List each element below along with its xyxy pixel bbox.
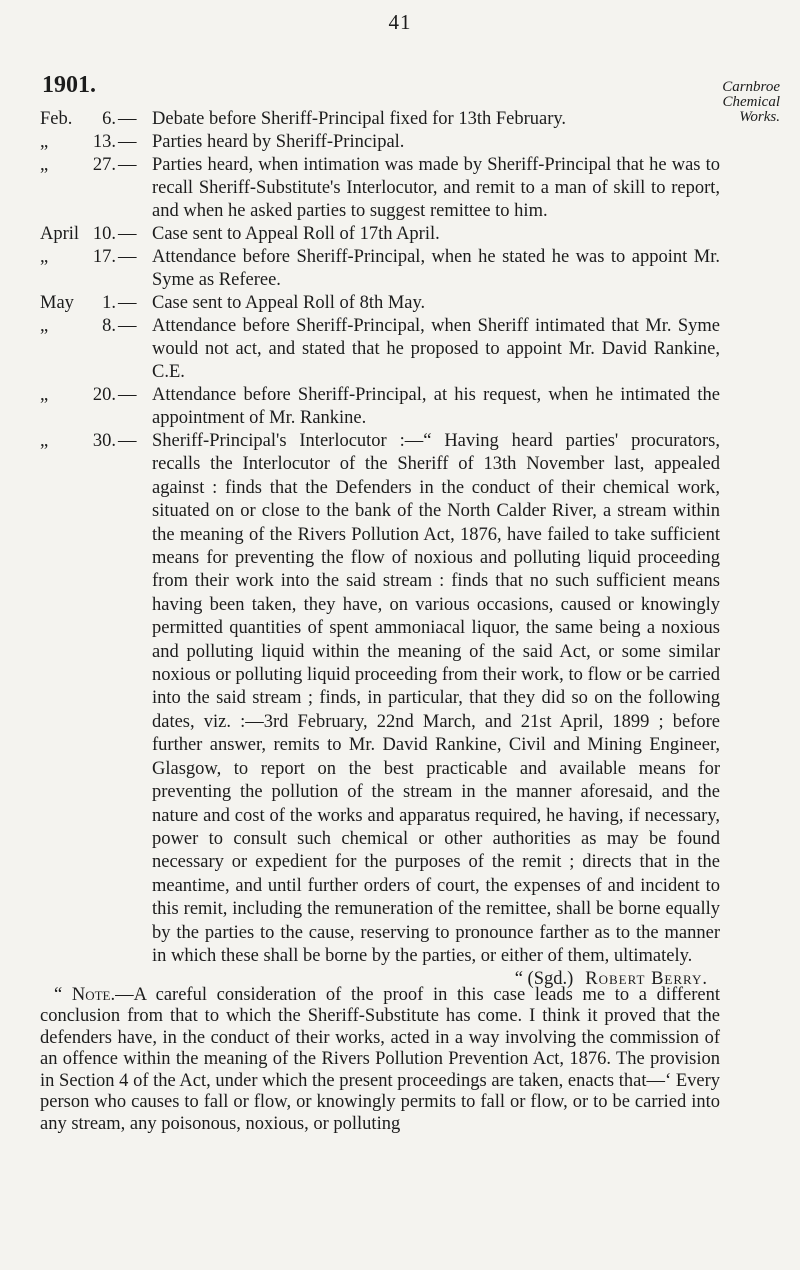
entry: April 10. — Case sent to Appeal Roll of 17th April. [40, 223, 720, 246]
entry-day: 6. [102, 109, 116, 129]
signature-name: Robert Berry. [585, 969, 708, 990]
entry: „ 27. — Parties heard, when intimation was made by Sheriff-Principal that he was to recall Sheriff-Substitute's Interlocutor, and remit to a man of skill to report, and when he asked parties to suggest remittee to him. [40, 155, 720, 221]
page-number: 41 [388, 10, 412, 34]
entry-month: „ [40, 132, 49, 152]
margin-note-line: Carnbroe [722, 79, 780, 95]
entry-text: Debate before Sheriff-Principal fixed for 13th February. [152, 109, 567, 129]
entry-text: Attendance before Sheriff-Principal, when he stated he was to appoint Mr. Syme as Referee. [152, 247, 720, 290]
entry: Feb. 6. — Debate before Sheriff-Principal fixed for 13th February. [40, 108, 720, 131]
entry-day: 1. [102, 293, 116, 313]
entry-text: Attendance before Sheriff-Principal, at his request, when he intimated the appointment of Mr. Rankine. [152, 385, 720, 428]
entry: May 1. — Case sent to Appeal Roll of 8th May. [40, 292, 720, 315]
entry-day: 8. [102, 316, 116, 336]
chronology-entries [40, 108, 720, 991]
entry-day: 30. [92, 431, 116, 451]
entry: „ 17. — Attendance before Sheriff-Principal, when he stated he was to appoint Mr. Syme as Referee. [40, 247, 720, 290]
entry-month: „ [40, 431, 49, 451]
entry-month: May [40, 293, 74, 313]
margin-note-line: Works. [739, 109, 780, 125]
entry-day: 10. [92, 224, 116, 244]
entry: „ 13. — Parties heard by Sheriff-Principal. [40, 131, 720, 154]
entry-text: Case sent to Appeal Roll of 8th May. [152, 293, 426, 313]
entry-text: Parties heard, when intimation was made by Sheriff-Principal that he was to recall Sheriff-Substitute's Interlocutor, and remit to a man of skill to report, and when he asked parties to suggest remittee to him. [152, 155, 720, 221]
entry-text: Attendance before Sheriff-Principal, when Sheriff intimated that Mr. Syme would not act, and stated that he proposed to appoint Mr. David Rankine, C.E. [152, 316, 720, 382]
entry-interlocutor: „ 30. — Sheriff-Principal's Interlocutor :—“ Having heard parties' procurators, recalls the Interlocutor of the Sheriff of 13th November last, appealed against : finds that the Defenders in the conduct of their chemical work, situated on or close to the bank of the North Calder River, a stream within the meaning of the Rivers Pollution Act, 1876, have failed to take sufficient means for preventing the flow of noxious and polluting liquid proceeding from their work into the said stream : finds that no such sufficient means having been taken, they have, on various occasions, caused or knowingly permitted quantities of spent ammoniacal liquor, the same being a noxious and polluting liquid within the meaning of the said Act, or some similar noxious or polluting liquid proceeding from their work, to flow or be carried into the said stream ; finds, in particular, that they did so on the following dates, viz. :—3rd February, 22nd March, and 21st April, 1899 ; before further answer, remits to Mr. David Rankine, Civil and Mining Engineer, Glasgow, to report on the best practicable and available means for preventing the pollution of the stream in the manner aforesaid, and the nature and cost of the works and apparatus required, he having, if necessary, power to consult such chemical or other authorities as may be found necessary or expedient for the purposes of the remit ; directs that in the meantime, and until further orders of court, the expenses of and incident to this remit, including the remuneration of the remittee, shall be borne equally by the parties to the cause, reserving to pronounce farther as to the manner in which these shall be borne by the parties, or either of them, ultimately. [40, 430, 720, 968]
entry: „ 20. — Attendance before Sheriff-Principal, at his request, when he intimated the appointment of Mr. Rankine. [40, 385, 720, 428]
entry-month: Feb. [40, 109, 73, 129]
note-text: —A careful consideration of the proof in this case leads me to a different conclusion from that to which the Sheriff-Substitute has come. I think it proved that the defenders have, in the conduct of their works, acted in a way involving the commission of an offence within the meaning of the Rivers Pollution Prevention Act, 1876. The provision in Section 4 of the Act, under which the present proceedings are taken, enacts that—‘ Every person who causes to fall or flow, or knowingly permits to fall or flow, or to be carried into any stream, any poisonous, noxious, or polluting [40, 984, 721, 1134]
entry-month: „ [40, 316, 49, 336]
entry-month: „ [40, 385, 49, 405]
entry-text: Sheriff-Principal's Interlocutor :—“ Having heard parties' procurators, recalls the Interlocutor of the Sheriff of 13th November last, appealed against : finds that the Defenders in the conduct of their chemical work, situated on or close to the bank of the North Calder River, a stream within the meaning of the Rivers Pollution Act, 1876, have failed to take sufficient means for preventing the flow of noxious and polluting liquid proceeding from their work into the said stream : finds that no such sufficient means having been taken, they have, on various occasions, caused or knowingly permitted quantities of spent ammoniacal liquor, the same being a noxious and polluting liquid within the meaning of the said Act, or some similar noxious or polluting liquid proceeding from their work, to flow or be carried into the said stream ; finds, in particular, that they did so on the following dates, viz. :—3rd February, 22nd March, and 21st April, 1899 ; before further answer, remits to Mr. David Rankine, Civil and Mining Engineer, Glasgow, to report on the best practicable and available means for preventing the pollution of the stream in the manner aforesaid, and the nature and cost of the works and apparatus required, he having, if necessary, power to consult such chemical or other authorities as may be found necessary or expedient for the purposes of the remit ; directs that in the meantime, and until further orders of court, the expenses of and incident to this remit, including the remuneration of the remittee, shall be borne equally by the parties to the cause, reserving to pronounce farther as to the manner in which these shall be borne by the parties, or either of them, ultimately. [152, 431, 720, 966]
entry-month: April [40, 224, 80, 244]
margin-note-line: Chemical [722, 94, 780, 110]
entry-day: 20. [92, 385, 116, 405]
note-paragraph [40, 985, 720, 1136]
year-heading: 1901. [42, 72, 96, 98]
entry-text: Case sent to Appeal Roll of 17th April. [152, 224, 440, 244]
entry-month: „ [40, 155, 49, 175]
note-heading: “ Note. [54, 984, 116, 1005]
entry-day: 17. [92, 247, 116, 267]
entry: „ 8. — Attendance before Sheriff-Principal, when Sheriff intimated that Mr. Syme would not act, and stated that he proposed to appoint Mr. David Rankine, C.E. [40, 316, 720, 382]
entry-day: 27. [92, 155, 116, 175]
entry-month: „ [40, 247, 49, 267]
entry-day: 13. [92, 132, 116, 152]
entry-text: Parties heard by Sheriff-Principal. [152, 132, 405, 152]
signature-prefix: “ (Sgd.) [514, 969, 574, 990]
